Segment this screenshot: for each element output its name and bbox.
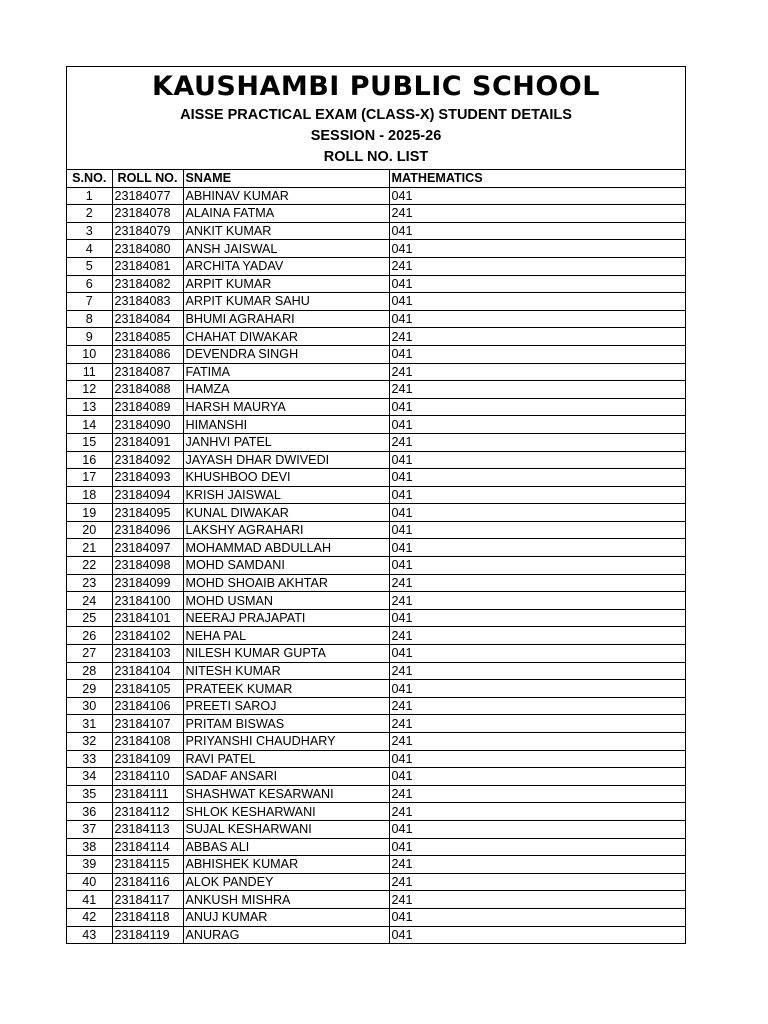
table-row [67, 680, 685, 698]
mathematics-code-cell: 241 [389, 257, 685, 275]
mathematics-code-cell: 041 [389, 486, 685, 504]
column-header-mathematics: MATHEMATICS [389, 170, 685, 187]
table-row [67, 627, 685, 645]
student-name-cell: MOHAMMAD ABDULLAH [183, 539, 389, 557]
table-row [67, 345, 685, 363]
school-name: KAUSHAMBI PUBLIC SCHOOL [152, 71, 600, 102]
student-name-cell: ABHINAV KUMAR [183, 187, 389, 205]
sno-cell: 10 [67, 345, 112, 363]
roll-no-cell: 23184087 [112, 363, 183, 381]
mathematics-code-cell: 041 [389, 240, 685, 258]
student-name-cell: ANKIT KUMAR [183, 222, 389, 240]
sno-cell: 37 [67, 820, 112, 838]
student-name-cell: ANSH JAISWAL [183, 240, 389, 258]
exam-title: AISSE PRACTICAL EXAM (CLASS-X) STUDENT DETAILS [180, 107, 572, 123]
mathematics-code-cell: 241 [389, 433, 685, 451]
mathematics-code-cell: 241 [389, 697, 685, 715]
table-row [67, 733, 685, 751]
student-name-cell: KUNAL DIWAKAR [183, 504, 389, 522]
student-name-cell: KRISH JAISWAL [183, 486, 389, 504]
table-row [67, 310, 685, 328]
sno-cell: 43 [67, 926, 112, 943]
mathematics-code-cell: 041 [389, 398, 685, 416]
sno-cell: 8 [67, 310, 112, 328]
column-header-roll-no: ROLL NO. [112, 170, 183, 187]
mathematics-code-cell: 041 [389, 451, 685, 469]
sno-cell: 24 [67, 592, 112, 610]
student-name-cell: SADAF ANSARI [183, 768, 389, 786]
table-row [67, 768, 685, 786]
student-name-cell: JAYASH DHAR DWIVEDI [183, 451, 389, 469]
sno-cell: 5 [67, 257, 112, 275]
column-header-sname: SNAME [183, 170, 389, 187]
sno-cell: 19 [67, 504, 112, 522]
session-label: SESSION - 2025-26 [310, 128, 442, 144]
student-name-cell: HARSH MAURYA [183, 398, 389, 416]
sno-cell: 33 [67, 750, 112, 768]
roll-no-cell: 23184080 [112, 240, 183, 258]
sno-cell: 13 [67, 398, 112, 416]
roll-no-cell: 23184082 [112, 275, 183, 293]
table-row [67, 785, 685, 803]
roll-no-cell: 23184097 [112, 539, 183, 557]
sno-cell: 26 [67, 627, 112, 645]
roll-no-cell: 23184081 [112, 257, 183, 275]
roll-no-cell: 23184085 [112, 328, 183, 346]
sno-cell: 3 [67, 222, 112, 240]
table-row [67, 433, 685, 451]
table-row [67, 293, 685, 311]
mathematics-code-cell: 241 [389, 662, 685, 680]
mathematics-code-cell: 241 [389, 592, 685, 610]
student-name-cell: SHASHWAT KESARWANI [183, 785, 389, 803]
table-row [67, 398, 685, 416]
table-row [67, 750, 685, 768]
roll-no-cell: 23184117 [112, 891, 183, 909]
table-row [67, 926, 685, 943]
mathematics-code-cell: 041 [389, 310, 685, 328]
student-name-cell: ABBAS ALI [183, 838, 389, 856]
roll-no-cell: 23184094 [112, 486, 183, 504]
table-row [67, 645, 685, 663]
sno-cell: 18 [67, 486, 112, 504]
student-name-cell: NEHA PAL [183, 627, 389, 645]
table-row [67, 820, 685, 838]
student-name-cell: NILESH KUMAR GUPTA [183, 645, 389, 663]
student-name-cell: ANURAG [183, 926, 389, 943]
student-name-cell: ARPIT KUMAR SAHU [183, 293, 389, 311]
mathematics-code-cell: 241 [389, 803, 685, 821]
mathematics-code-cell: 041 [389, 838, 685, 856]
table-row [67, 521, 685, 539]
table-row [67, 697, 685, 715]
sno-cell: 30 [67, 697, 112, 715]
mathematics-code-cell: 041 [389, 469, 685, 487]
mathematics-code-cell: 041 [389, 609, 685, 627]
mathematics-code-cell: 241 [389, 785, 685, 803]
student-name-cell: ARCHITA YADAV [183, 257, 389, 275]
roll-list-sheet [66, 66, 686, 944]
roll-no-cell: 23184095 [112, 504, 183, 522]
table-row [67, 873, 685, 891]
mathematics-code-cell: 041 [389, 504, 685, 522]
roll-no-cell: 23184103 [112, 645, 183, 663]
table-row [67, 381, 685, 399]
mathematics-code-cell: 041 [389, 187, 685, 205]
roll-no-cell: 23184088 [112, 381, 183, 399]
student-name-cell: HIMANSHI [183, 416, 389, 434]
roll-no-cell: 23184101 [112, 609, 183, 627]
table-row [67, 469, 685, 487]
roll-no-cell: 23184079 [112, 222, 183, 240]
sno-cell: 38 [67, 838, 112, 856]
sno-cell: 28 [67, 662, 112, 680]
mathematics-code-cell: 041 [389, 539, 685, 557]
table-row [67, 908, 685, 926]
table-row [67, 609, 685, 627]
sno-cell: 20 [67, 521, 112, 539]
student-name-cell: FATIMA [183, 363, 389, 381]
table-row [67, 574, 685, 592]
table-row [67, 451, 685, 469]
mathematics-code-cell: 241 [389, 891, 685, 909]
student-name-cell: PRATEEK KUMAR [183, 680, 389, 698]
mathematics-code-cell: 241 [389, 627, 685, 645]
student-name-cell: MOHD SHOAIB AKHTAR [183, 574, 389, 592]
student-name-cell: PRIYANSHI CHAUDHARY [183, 733, 389, 751]
roll-no-cell: 23184104 [112, 662, 183, 680]
table-row [67, 715, 685, 733]
student-name-cell: SUJAL KESHARWANI [183, 820, 389, 838]
student-rows [67, 187, 685, 943]
roll-no-cell: 23184111 [112, 785, 183, 803]
mathematics-code-cell: 241 [389, 328, 685, 346]
sno-cell: 17 [67, 469, 112, 487]
table-row [67, 328, 685, 346]
mathematics-code-cell: 241 [389, 856, 685, 874]
student-name-cell: PRITAM BISWAS [183, 715, 389, 733]
student-name-cell: ALAINA FATMA [183, 205, 389, 223]
mathematics-code-cell: 041 [389, 680, 685, 698]
roll-no-cell: 23184096 [112, 521, 183, 539]
sno-cell: 23 [67, 574, 112, 592]
roll-no-cell: 23184106 [112, 697, 183, 715]
table-row [67, 363, 685, 381]
list-title: ROLL NO. LIST [323, 149, 429, 165]
roll-no-cell: 23184089 [112, 398, 183, 416]
table-row [67, 662, 685, 680]
student-name-cell: HAMZA [183, 381, 389, 399]
roll-no-cell: 23184086 [112, 345, 183, 363]
student-name-cell: KHUSHBOO DEVI [183, 469, 389, 487]
sno-cell: 7 [67, 293, 112, 311]
student-name-cell: NITESH KUMAR [183, 662, 389, 680]
table-row [67, 187, 685, 205]
roll-no-cell: 23184107 [112, 715, 183, 733]
sno-cell: 39 [67, 856, 112, 874]
sno-cell: 29 [67, 680, 112, 698]
roll-no-cell: 23184116 [112, 873, 183, 891]
sno-cell: 42 [67, 908, 112, 926]
table-row [67, 240, 685, 258]
table-row [67, 416, 685, 434]
mathematics-code-cell: 041 [389, 908, 685, 926]
mathematics-code-cell: 241 [389, 363, 685, 381]
table-row [67, 275, 685, 293]
mathematics-code-cell: 041 [389, 557, 685, 575]
table-row [67, 557, 685, 575]
roll-no-cell: 23184093 [112, 469, 183, 487]
mathematics-code-cell: 241 [389, 873, 685, 891]
student-name-cell: PREETI SAROJ [183, 697, 389, 715]
roll-no-cell: 23184098 [112, 557, 183, 575]
mathematics-code-cell: 041 [389, 645, 685, 663]
sno-cell: 21 [67, 539, 112, 557]
mathematics-code-cell: 041 [389, 275, 685, 293]
mathematics-code-cell: 241 [389, 733, 685, 751]
mathematics-code-cell: 041 [389, 222, 685, 240]
student-name-cell: ABHISHEK KUMAR [183, 856, 389, 874]
roll-no-cell: 23184115 [112, 856, 183, 874]
roll-no-cell: 23184112 [112, 803, 183, 821]
student-name-cell: ANKUSH MISHRA [183, 891, 389, 909]
mathematics-code-cell: 241 [389, 381, 685, 399]
column-header-sno: S.NO. [67, 170, 112, 187]
sno-cell: 41 [67, 891, 112, 909]
student-name-cell: ARPIT KUMAR [183, 275, 389, 293]
roll-no-cell: 23184083 [112, 293, 183, 311]
sno-cell: 31 [67, 715, 112, 733]
roll-no-cell: 23184078 [112, 205, 183, 223]
roll-no-cell: 23184105 [112, 680, 183, 698]
student-name-cell: JANHVI PATEL [183, 433, 389, 451]
table-row [67, 856, 685, 874]
student-name-cell: ALOK PANDEY [183, 873, 389, 891]
roll-no-cell: 23184090 [112, 416, 183, 434]
mathematics-code-cell: 041 [389, 521, 685, 539]
sno-cell: 22 [67, 557, 112, 575]
sno-cell: 6 [67, 275, 112, 293]
roll-no-cell: 23184119 [112, 926, 183, 943]
mathematics-code-cell: 041 [389, 416, 685, 434]
mathematics-code-cell: 041 [389, 345, 685, 363]
roll-no-cell: 23184084 [112, 310, 183, 328]
mathematics-code-cell: 041 [389, 768, 685, 786]
sno-cell: 34 [67, 768, 112, 786]
mathematics-code-cell: 041 [389, 926, 685, 943]
student-name-cell: SHLOK KESHARWANI [183, 803, 389, 821]
mathematics-code-cell: 241 [389, 715, 685, 733]
roll-no-cell: 23184118 [112, 908, 183, 926]
student-name-cell: NEERAJ PRAJAPATI [183, 609, 389, 627]
roll-no-cell: 23184113 [112, 820, 183, 838]
mathematics-code-cell: 241 [389, 574, 685, 592]
sno-cell: 25 [67, 609, 112, 627]
mathematics-code-cell: 041 [389, 820, 685, 838]
mathematics-code-cell: 241 [389, 205, 685, 223]
roll-no-cell: 23184077 [112, 187, 183, 205]
sno-cell: 14 [67, 416, 112, 434]
roll-no-cell: 23184091 [112, 433, 183, 451]
sno-cell: 16 [67, 451, 112, 469]
sno-cell: 12 [67, 381, 112, 399]
table-row [67, 205, 685, 223]
sno-cell: 32 [67, 733, 112, 751]
sno-cell: 27 [67, 645, 112, 663]
student-name-cell: LAKSHY AGRAHARI [183, 521, 389, 539]
sno-cell: 2 [67, 205, 112, 223]
table-row [67, 222, 685, 240]
roll-no-cell: 23184110 [112, 768, 183, 786]
sno-cell: 1 [67, 187, 112, 205]
student-table [67, 170, 685, 943]
sno-cell: 15 [67, 433, 112, 451]
student-name-cell: MOHD SAMDANI [183, 557, 389, 575]
sheet-header [67, 67, 685, 170]
table-row [67, 486, 685, 504]
sno-cell: 11 [67, 363, 112, 381]
sno-cell: 40 [67, 873, 112, 891]
mathematics-code-cell: 041 [389, 293, 685, 311]
student-name-cell: RAVI PATEL [183, 750, 389, 768]
table-row [67, 539, 685, 557]
mathematics-code-cell: 041 [389, 750, 685, 768]
table-header-row [67, 170, 685, 187]
roll-no-cell: 23184102 [112, 627, 183, 645]
student-name-cell: CHAHAT DIWAKAR [183, 328, 389, 346]
table-row [67, 592, 685, 610]
table-row [67, 504, 685, 522]
table-row [67, 257, 685, 275]
table-row [67, 838, 685, 856]
student-name-cell: DEVENDRA SINGH [183, 345, 389, 363]
table-row [67, 803, 685, 821]
sno-cell: 4 [67, 240, 112, 258]
sno-cell: 9 [67, 328, 112, 346]
roll-no-cell: 23184114 [112, 838, 183, 856]
student-name-cell: BHUMI AGRAHARI [183, 310, 389, 328]
roll-no-cell: 23184109 [112, 750, 183, 768]
roll-no-cell: 23184099 [112, 574, 183, 592]
roll-no-cell: 23184100 [112, 592, 183, 610]
student-name-cell: ANUJ KUMAR [183, 908, 389, 926]
sno-cell: 35 [67, 785, 112, 803]
student-name-cell: MOHD USMAN [183, 592, 389, 610]
table-row [67, 891, 685, 909]
roll-no-cell: 23184108 [112, 733, 183, 751]
sno-cell: 36 [67, 803, 112, 821]
roll-no-cell: 23184092 [112, 451, 183, 469]
